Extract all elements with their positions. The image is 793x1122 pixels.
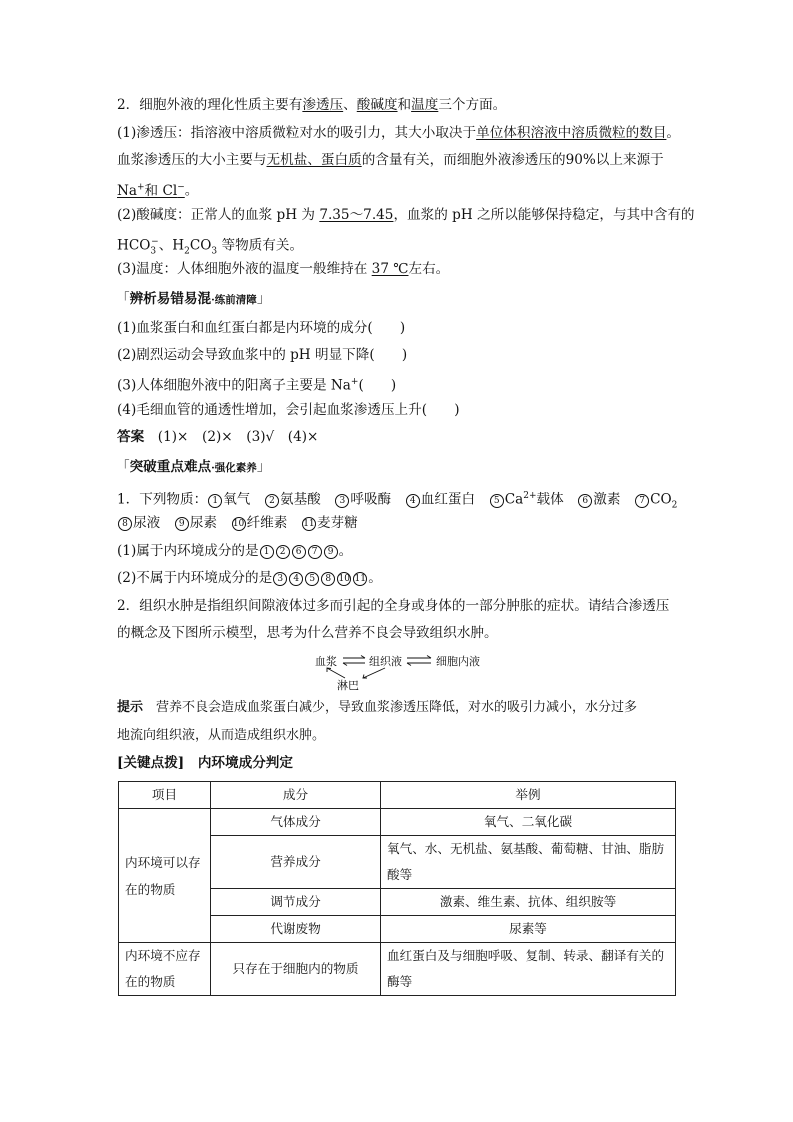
q1-line2: 8 尿液 9 尿素 10 纤维素 11 麦芽糖: [117, 513, 358, 533]
hint-line1: 提示 营养不良会造成血浆蛋白减少，导致血浆渗透压降低，对水的吸引力减小，水分过多: [117, 700, 638, 715]
q1-answer1: (1)属于内环境成分的是 1 2 6 7 9 。: [117, 543, 353, 559]
heading-breakthrough: 「突破重点难点·强化素养」: [116, 459, 271, 475]
section2-intro: 2．细胞外液的理化性质主要有渗透压、酸碱度和温度三个方面。: [117, 97, 507, 113]
fluid-exchange-diagram: [315, 651, 485, 691]
lymph-arrows: [323, 666, 395, 682]
example-cell: 血红蛋白及与细胞呼吸、复制、转录、翻译有关的酶等: [381, 943, 676, 996]
example-cell: 激素、维生素、抗体、组织胺等: [381, 889, 676, 916]
component-cell: 营养成分: [211, 836, 381, 889]
osmotic-line3: Na+和 Cl−。: [117, 182, 199, 199]
header-component: 成分: [211, 782, 381, 809]
judge-item-1: (1)血浆蛋白和血红蛋白都是内环境的成分( ): [117, 320, 406, 336]
component-cell: 只存在于细胞内的物质: [211, 943, 381, 996]
ph-line1: (2)酸碱度：正常人的血浆 pH 为 7.35～7.45，血浆的 pH 之所以能够保持稳定，与其中含有的: [117, 207, 695, 223]
q2-line2: 的概念及下图所示模型，思考为什么营养不良会导致组织水肿。: [117, 625, 498, 641]
tissue-cell-arrows: [405, 655, 433, 667]
heading-discriminate: 「辨析易错易混·练前清障」: [116, 291, 271, 307]
group-can-exist: 内环境可以存在的物质: [119, 809, 211, 943]
table-header-row: [119, 782, 676, 809]
example-cell: 氧气、水、无机盐、氨基酸、葡萄糖、甘油、脂肪酸等: [381, 836, 676, 889]
header-example: 举例: [381, 782, 676, 809]
answer-line: 答案 (1)× (2)× (3)√ (4)×: [117, 429, 319, 445]
osmotic-line1: (1)渗透压：指溶液中溶质微粒对水的吸引力，其大小取决于单位体积溶液中溶质微粒的数目。: [117, 125, 681, 141]
component-cell: 代谢废物: [211, 916, 381, 943]
temperature-line: (3)温度：人体细胞外液的温度一般维持在 37 ℃左右。: [117, 261, 450, 277]
diagram-intracellular-fluid: 细胞内液: [436, 655, 480, 668]
table-row: [119, 809, 676, 836]
table-row: [119, 943, 676, 996]
header-item: 项目: [119, 782, 211, 809]
internal-environment-table: [118, 781, 676, 996]
q1-answer2: (2)不属于内环境成分的是 3 4 5 8 10 11 。: [117, 570, 382, 586]
keypoint-heading: [关键点拨] 内环境成分判定: [117, 755, 293, 771]
diagram-tissue-fluid: 组织液: [369, 655, 402, 668]
ph-line2: $HCO_3^-$、$H_2CO_3$ 等物质有关。: [117, 237, 304, 257]
component-cell: 气体成分: [211, 809, 381, 836]
diagram-lymph: 淋巴: [337, 679, 359, 692]
example-cell: 氧气、二氧化碳: [381, 809, 676, 836]
diagram-plasma: 血浆: [315, 655, 337, 668]
q1-line1: 1．下列物质： 1 氧气 2 氨基酸 3 呼吸酶 4 血红蛋白 5 $Ca^{2+}$载体 6 激素 7 $CO_2$: [117, 491, 678, 511]
osmotic-line2: 血浆渗透压的大小主要与无机盐、蛋白质的含量有关，而细胞外液渗透压的90%以上来源于: [117, 152, 664, 168]
component-cell: 调节成分: [211, 889, 381, 916]
judge-item-2: (2)剧烈运动会导致血浆中的 pH 明显下降( ): [117, 347, 408, 363]
judge-item-4: (4)毛细血管的通透性增加，会引起血浆渗透压上升( ): [117, 402, 460, 418]
hint-line2: 地流向组织液，从而造成组织水肿。: [117, 728, 326, 743]
judge-item-3: (3)人体细胞外液中的阳离子主要是 Na+( ): [117, 377, 397, 394]
example-cell: 尿素等: [381, 916, 676, 943]
group-should-not-exist: 内环境不应存在的物质: [119, 943, 211, 996]
q2-line1: 2．组织水肿是指组织间隙液体过多而引起的全身或身体的一部分肿胀的症状。请结合渗透压: [117, 598, 670, 614]
